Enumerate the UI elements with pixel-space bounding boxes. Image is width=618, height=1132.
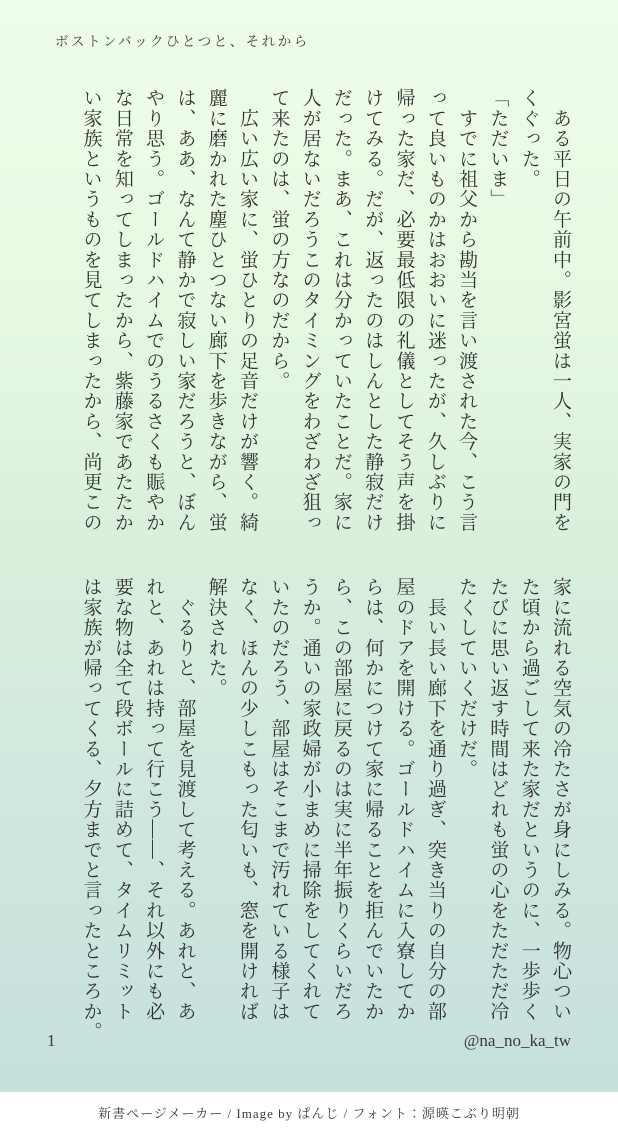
text-block-top [75, 88, 576, 532]
text-line: は、ああ、なんて静かで寂しい家だろうと、ぼん [174, 88, 196, 533]
text-line: 屋のドアを開ける。ゴールドハイムに入寮してか [393, 577, 415, 1022]
text-block-bottom [75, 577, 576, 1042]
text-line: 長い長い廊下を通り過ぎ、突き当りの自分の部 [424, 577, 446, 1022]
text-line: 解決された。 [205, 577, 227, 699]
footer-bar [0, 1092, 618, 1132]
text-line: すでに祖父から勘当を言い渡された今、こう言 [456, 88, 478, 533]
text-line: ら、この部屋に戻るのは実に半年振りくらいだろ [330, 577, 352, 1022]
text-line: けてみる。だが、返ったのはしんとした静寂だけ [362, 88, 384, 533]
text-line: 帰った家だ、必要最低限の礼儀としてそう声を掛 [393, 88, 415, 533]
page-number: 1 [47, 1031, 56, 1050]
page-title: ボストンバックひとつと、それから [55, 34, 310, 49]
text-line: な日常を知ってしまったから、紫藤家であたたか [111, 88, 133, 533]
text-line: いたのだろう、部屋はそこまで汚れている様子は [268, 577, 290, 1022]
text-line: 人が居ないだろうこのタイミングをわざわざ狙っ [299, 88, 321, 533]
text-line: うか。通いの家政婦が小まめに掃除をしてくれて [299, 577, 321, 1022]
text-line: 麗に磨かれた塵ひとつない廊下を歩きながら、蛍 [205, 88, 227, 533]
text-line: ある平日の午前中。影宮蛍は一人、実家の門を [550, 88, 571, 533]
text-line: って良いものかはおおいに迷ったが、久しぶりに [424, 88, 446, 533]
text-line: 要な物は全て段ボールに詰めて、タイムリミット [111, 577, 133, 1022]
text-line: なく、ほんの少しこもった匂いも、窓を開ければ [237, 577, 259, 1022]
text-line: 「ただいま」 [487, 88, 509, 210]
footer-credit: 新書ページメーカー / Image by ぱんじ / フォント：源暎こぶり明朝 [98, 1105, 520, 1121]
text-line: い家族というものを見てしまったから、尚更この [80, 88, 102, 533]
text-line: ぐるりと、部屋を見渡して考える。あれと、あ [174, 577, 196, 1022]
text-line: たびに思い返す時間はどれも蛍の心をただただ冷 [487, 577, 509, 1022]
text-line: らは、何かにつけて家に帰ることを拒んでいたか [362, 577, 384, 1022]
text-line: だった。まあ、これは分かっていたことだ。家に [330, 88, 352, 533]
text-line: て来たのは、蛍の方なのだから。 [268, 88, 290, 391]
text-line: は家族が帰ってくる、夕方までと言ったところか。 [80, 577, 102, 1042]
text-line: 家に流れる空気の冷たさが身にしみる。物心つい [550, 577, 571, 1022]
text-line: た頃から過ごして来た家だというのに、一歩歩く [518, 577, 540, 1022]
text-line: たくしていくだけだ。 [456, 577, 478, 779]
text-line: れと、あれは持って行こう――、それ以外にも必 [143, 577, 165, 1022]
page-meta-row [47, 1031, 571, 1051]
text-line: やり思う。ゴールドハイムでのうるさくも賑やか [143, 88, 165, 533]
text-line: くぐった。 [518, 88, 540, 189]
text-line: 広い広い家に、蛍ひとりの足音だけが響く。綺 [237, 88, 259, 533]
author-handle: @na_no_ka_tw [463, 1031, 571, 1050]
